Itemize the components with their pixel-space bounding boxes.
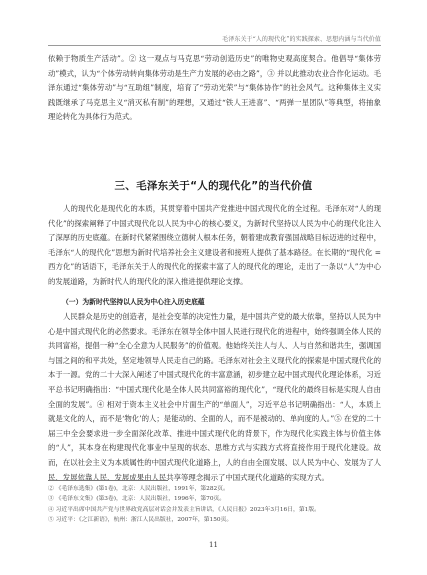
body-paragraph-continued: 依赖于物质生产活动”。② 这一观点与马克思“劳动创造历史”的唯物史观高度契合。他倡导“集体劳动”模式，认为“个体劳动转向集体劳动是生产力发展的必由之路”，③ 并以此推动农业合作化运动。毛泽东通过“集体劳动”与“互助组”制度，培育了“劳动光荣”与“集体协作”的社会风气。这种集体主义实践既继承了马克思主义“消灭私有制”的理想，又通过“铁人王进喜”、“两弹一星团队”等典型，将抽象理论转化为具体行为范式。 — [48, 54, 381, 122]
subsection-heading: （一）为新时代坚持以人民为中心注入历史底蕴 — [62, 298, 205, 306]
page-number: 11 — [209, 541, 218, 549]
footnote-item: ② 《毛泽东选集》(第1卷)，北京：人民出版社，1991年，第282页。 — [48, 486, 229, 492]
section-title: 三、毛泽东关于“人的现代化”的当代价值 — [114, 180, 313, 192]
running-head: 毛泽东关于“人的现代化”的实践探索、思想内涵与当代价值 — [222, 36, 381, 43]
body-paragraph-intro: 人的现代化是现代化的本质，其贯穿着中国共产党推进中国式现代化的全过程。毛泽东对“人的现代化”的探索阐释了中国式现代化以人民为中心的核心要义，为新时代坚持以人民为中心的现代化注入了深厚的历史底蕴。在新时代紧紧围绕立德树人根本任务，朝着建成教育强国战略目标迈进的过程中，毛泽东“人的现代化”思想为新时代培养社会主义建设者和接班人提供了基本路径。在长期的“现代化 = 西方化”的话语下，毛泽东关于人的现代化的探索丰富了人的现代化的理论，走出了一条以“人”为中心的发展道路，为新时代人的现代化的深入推进提供理论支撑。 — [48, 204, 381, 286]
footnote-rule — [48, 480, 168, 481]
footnote-item: ⑤ 习近平：《之江新语》，杭州：浙江人民出版社，2007年，第150页。 — [48, 517, 233, 524]
header-rule — [48, 45, 381, 46]
footnote-item: ④ 习近平出席中国共产党与世界政党高层对话会并发表主旨讲话，《人民日报》2023年3月16日，第1版。 — [48, 506, 320, 513]
body-paragraph-subsection: 人民群众是历史的创造者，是社会变革的决定性力量，是中国共产党的最大依靠，坚持以人民为中心是中国式现代化的必然要求。毛泽东在领导全体中国人民进行现代化的进程中，始终强调全体人民的共同富裕，提倡一种“全心全意为人民服务”的价值观。他始终关注人与人、人与自然和谐共生，强调国与国之间的和平共处，坚定地领导人民走自己的路。毛泽东对社会主义现代化的探索是中国式现代化的本于一源。党的二十大深入阐述了中国式现代化的丰富意涵，初步建立起中国式现代化理论体系，习近平总书记明确指出：“中国式现代化是全体人民共同富裕的现代化”，“现代化的最终目标是实现人自由全面的发展”。④ 相对于资本主义社会中片面生产的“单面人”，习近平总书记明确指出：“人，本质上就是文化的人，而不是‘物化’的人；是能动的、全面的人，而不是被动的、单向度的人。”⑤ 在党的二十届三中全会要求进一步全面深化改革、推进中国式现代化的背景下，作为现代化实践主体与价值主体的“人”，其本身在构建现代化事业中呈现的状态、思维方式与实践方式将直接作用于现代化建设。故而，在以社会主义为本质属性的中国式现代化道路上，人的自由全面发展、以人民为中心、发展为了人民、发展依靠人民、发展成果由人民共享等理念揭示了中国式现代化道路的实现方式。 — [48, 312, 381, 482]
footnote-item: ③ 《毛泽东文集》(第3卷)，北京：人民出版社，1996年，第70页。 — [48, 496, 226, 503]
footnotes-list — [48, 484, 381, 526]
